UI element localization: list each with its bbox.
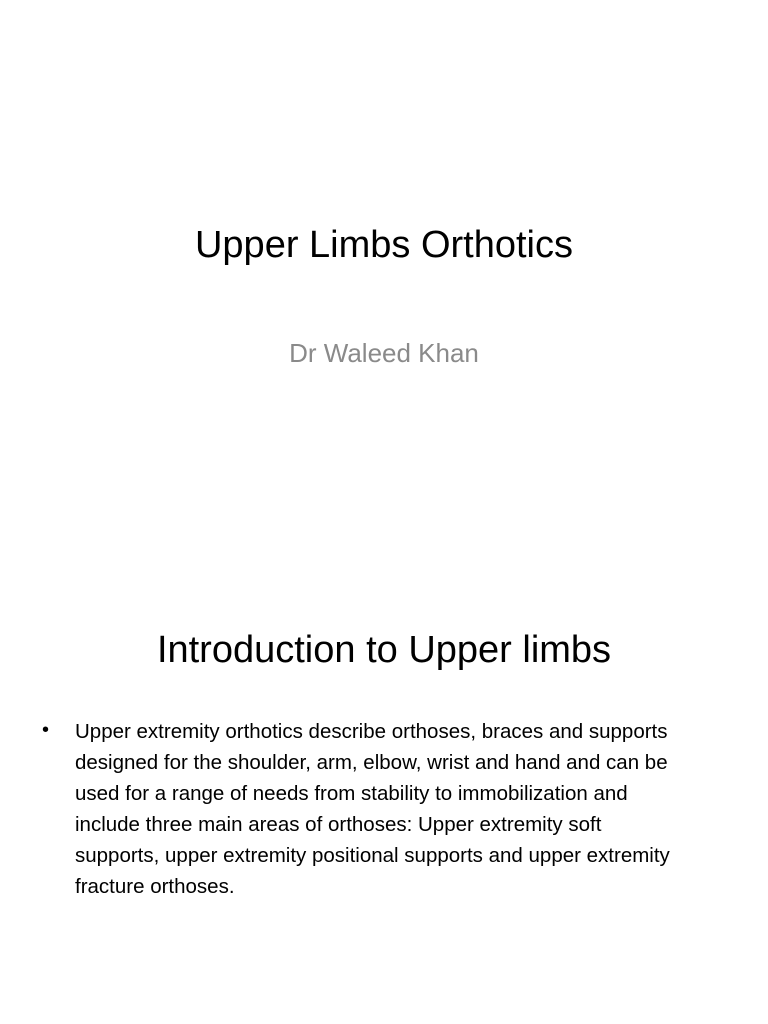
- bullet-icon: •: [42, 719, 50, 741]
- slide-subtitle-author: Dr Waleed Khan: [289, 338, 479, 368]
- slide-heading: Introduction to Upper limbs: [156, 629, 612, 671]
- bullet-text: Upper extremity orthotics describe orthoses, braces and supports designed for the shoulder, arm, elbow, wrist and hand and can be used for a range of needs from stability to immobilization and include three main areas of orthoses: Upper extremity soft supports, upper extremity positional supports and upper extremity fracture orthoses.: [75, 720, 670, 898]
- bullet-list: [40, 716, 690, 902]
- content-slide: [0, 576, 768, 1024]
- slide-title: Upper Limbs Orthotics: [194, 224, 573, 266]
- bullet-item: [40, 716, 690, 902]
